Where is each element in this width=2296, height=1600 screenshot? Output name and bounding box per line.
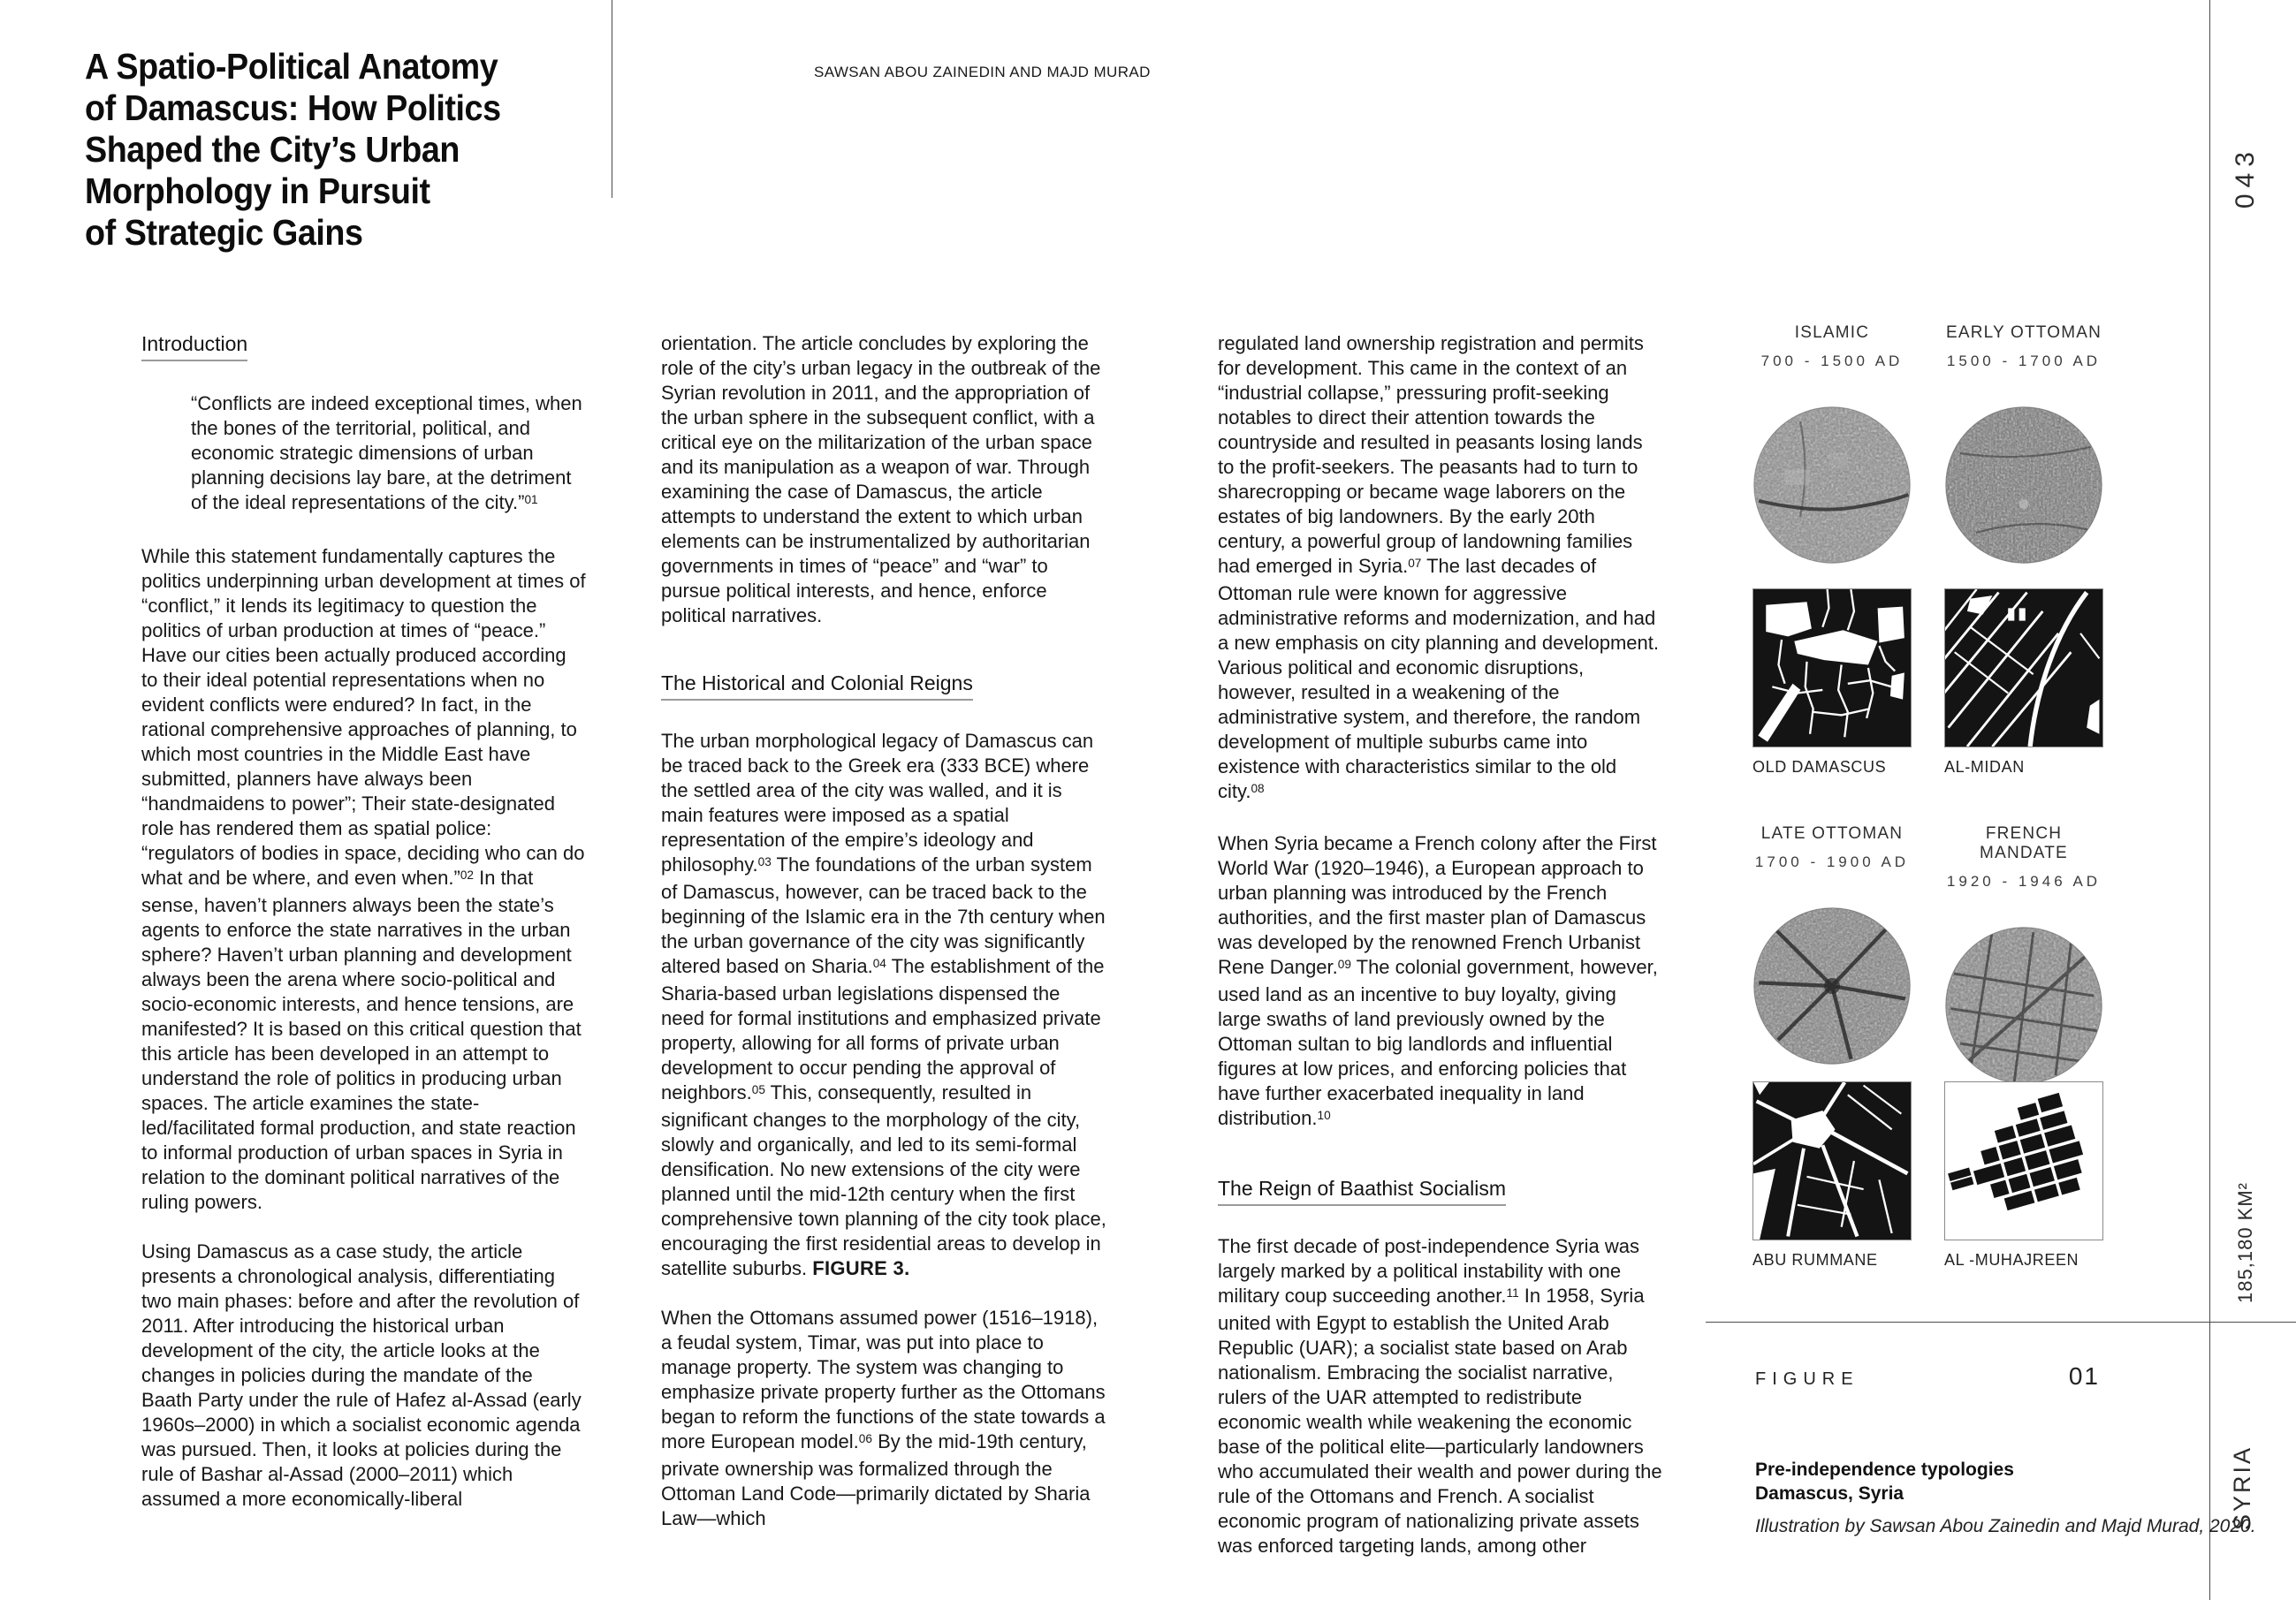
body-paragraph: When the Ottomans assumed power (1516–1918), a feudal system, Timar, was put into place to manage property. The system was changing to emphasize private property further as the Ottomans began to reform the functions of the state towards a more European model.$^{06}$ By the mid-19th century, private ownership was formalized through the Ottoman Land Code—primarily dictated by Sharia Law—which: [661, 1307, 1106, 1529]
article-title: [85, 46, 501, 254]
caption-title-line: Pre-independence typologies: [1755, 1460, 2014, 1480]
country-name-label: SYRIA: [2229, 1445, 2255, 1531]
right-margin-rule: [2209, 0, 2210, 1600]
section-heading-introduction: Introduction: [141, 331, 247, 361]
title-line: of Damascus: How Politics: [85, 87, 501, 128]
title-line: Morphology in Pursuit: [85, 171, 430, 211]
section-heading-historical-colonial: The Historical and Colonial Reigns: [661, 671, 973, 701]
block-quote: “Conflicts are indeed exceptional times, when the bones of the territorial, political, and economic strategic dimensions of urban planning decisions lay bare, at the detriment of the ideal representations of the city.”$^{01}$: [191, 392, 582, 513]
figure-cell-late-ottoman: [1752, 824, 1912, 1065]
body-paragraph: regulated land ownership registration and permits for development. This came in the context of an “industrial collapse,” pressuring profit-seeking notables to direct their attention towards the countryside and resulted in peasants losing lands to the profit-seekers. The peasants had to turn to sharecropping or became wage laborers on the estates of big landowners. By the early 20th century, a powerful group of landowning families had emerged in Syria.$^{07}$ The last decades of Ottoman rule were known for aggressive administrative reforms and modernization, and had a new emphasis on city planning and development. Various political and economic disruptions, however, resulted in a weakening of the administrative system, and therefore, the random development of multiple suburbs came into existence with characteristics similar to the old city.$^{08}$: [1218, 332, 1659, 802]
text-column-3: [1218, 331, 1664, 1583]
district-label: AL-MIDAN: [1944, 758, 2025, 776]
typology-dates: 1500 - 1700 AD: [1946, 353, 2102, 369]
figure-number: 01: [2068, 1362, 2100, 1390]
figure-label: FIGURE: [1755, 1369, 1859, 1389]
typology-dates: 1700 - 1900 AD: [1754, 853, 1910, 870]
body-paragraph: The first decade of post-independence Syria was largely marked by a political instability with one military coup succeeding another.$^{11}$ In 1958, Syria united with Egypt to establish the United Arab Republic (UAR); a socialist state based on Arab nationalism. Embracing the socialist narrative, rulers of the UAR attempted to redistribute economic wealth while weakening the economic base of the political elite—particularly landowners who accumulated their wealth and power during the rule of the Ottomans and French. A socialist economic program of nationalizing private assets was enforced targeting lands, among other: [1218, 1235, 1662, 1557]
body-paragraph: When Syria became a French colony after the First World War (1920–1946), a European approach to urban planning was introduced by the French authorities, and the first master plan of Damascus was developed by the renowned French Urbanist Rene Danger.$^{09}$ The colonial government, however, used land as an incentive to buy loyalty, giving large swaths of land previously owned by the Ottoman sultan to big landlords and influential figures at low prices, and enforcing policies that have further exacerbated inequality in land distribution.$^{10}$: [1218, 832, 1658, 1129]
abu-rummane-figure-ground-map: [1752, 1081, 1912, 1240]
figure-caption-title: [1755, 1458, 2014, 1505]
typology-name: FRENCH MANDATE: [1980, 824, 2068, 862]
district-label: ABU RUMMANE: [1752, 1251, 1878, 1269]
running-header-authors: SAWSAN ABOU ZAINEDIN AND MAJD MURAD: [814, 64, 1151, 80]
typology-name: LATE OTTOMAN: [1760, 824, 1904, 843]
french-mandate-aerial-image: [1944, 926, 2103, 1085]
figure-cell-islamic: [1752, 323, 1912, 565]
title-line: Shaped the City’s Urban: [85, 129, 460, 170]
late-ottoman-aerial-image: [1752, 906, 1912, 1065]
typology-name: EARLY OTTOMAN: [1945, 323, 2102, 342]
page-number: 043: [2231, 146, 2260, 209]
al-muhajreen-figure-ground-map: [1944, 1081, 2103, 1240]
caption-divider-rule: [1706, 1322, 2296, 1323]
section-heading-baathist-socialism: The Reign of Baathist Socialism: [1218, 1176, 1506, 1206]
figure-caption-credit: Illustration by Sawsan Abou Zainedin and Majd Murad, 2020.: [1755, 1516, 2256, 1536]
body-paragraph: The urban morphological legacy of Damascus can be traced back to the Greek era (333 BCE) where the settled area of the city was walled, and it is main features were imposed as a spatial representation of the empire’s ideology and philosophy.$^{03}$ The foundations of the urban system of Damascus, however, can be traced back to the beginning of the Islamic era in the 7th century when the urban governance of the city was significantly altered based on Sharia.$^{04}$ The establishment of the Sharia-based urban legislations dispensed the need for formal institutions and emphasized private property, allowing for all forms of private urban development to occur pending the approval of neighbors.$^{05}$ This, consequently, resulted in significant changes to the morphology of the city, slowly and organically, and led to its semi-formal densification. No new extensions of the city were planned until the mid-12th century when the first comprehensive town planning of the city took place, encouraging the first residential areas to develop in satellite suburbs. FIGURE 3.: [661, 730, 1106, 1279]
district-label: AL -MUHAJREEN: [1944, 1251, 2079, 1269]
al-midan-figure-ground-map: [1944, 588, 2103, 747]
title-line: of Strategic Gains: [85, 212, 363, 253]
country-area-label: 185,180 KM²: [2234, 1182, 2256, 1303]
title-line: A Spatio-Political Anatomy: [85, 46, 498, 87]
body-paragraph: While this statement fundamentally captures the politics underpinning urban development at times of “conflict,” it lends its legitimacy to question the politics of urban production at times of “peace.” Have our cities been actually produced according to their ideal potential representations when no evident conflicts were endured? In fact, in the rational comprehensive approaches of planning, to which most countries in the Middle East have submitted, planners have always been “handmaidens to power”; Their state-designated role has rendered them as spatial police: “regulators of bodies in space, deciding who can do what and be where, and even when.”$^{02}$ In that sense, haven’t planners always been the state’s agents to enforce the state narratives in the urban sphere? Haven’t urban planning and development always been the arena where socio-political and socio-economic interests, and hence tensions, are manifested? It is based on this critical question that this article has been developed in an attempt to understand the role of politics in producing urban spaces. The article examines the state-led/facilitated formal production, and state reaction to informal production of urban spaces in Syria in relation to the dominant political narratives of the ruling powers.: [141, 545, 586, 1213]
district-label: OLD DAMASCUS: [1752, 758, 1887, 776]
figure-cell-french-mandate: [1944, 824, 2103, 1085]
typology-dates: 1920 - 1946 AD: [1946, 873, 2102, 890]
old-damascus-figure-ground-map: [1752, 588, 1912, 747]
body-paragraph: orientation. The article concludes by exploring the role of the city’s urban legacy in the outbreak of the Syrian revolution in 2011, and the appropriation of the urban sphere in the subsequent conflict, with a critical eye on the militarization of the urban space and its manipulation as a weapon of war. Through examining the case of Damascus, the article attempts to understand the extent to which urban elements can be instrumentalized by authoritarian governments in times of “peace” and “war” to pursue political interests, and hence, enforce political narratives.: [661, 332, 1101, 626]
text-column-2: [661, 331, 1107, 1556]
islamic-aerial-image: [1752, 406, 1912, 565]
typology-dates: 700 - 1500 AD: [1760, 353, 1904, 369]
caption-title-line: Damascus, Syria: [1755, 1483, 1904, 1504]
early-ottoman-aerial-image: [1944, 406, 2103, 565]
figure-cell-early-ottoman: [1944, 323, 2103, 565]
body-paragraph: Using Damascus as a case study, the article presents a chronological analysis, differentiating two main phases: before and after the revolution of 2011. After introducing the historical urban development of the city, the article looks at the changes in policies during the mandate of the Baath Party under the rule of Hafez al-Assad (early 1960s–2000) in which a socialist economic agenda was pursued. Then, it looks at policies during the rule of Bashar al-Assad (2000–2011) which assumed a more economically-liberal: [141, 1240, 582, 1510]
typology-name: ISLAMIC: [1794, 323, 1870, 342]
text-column-1: [141, 331, 588, 1536]
